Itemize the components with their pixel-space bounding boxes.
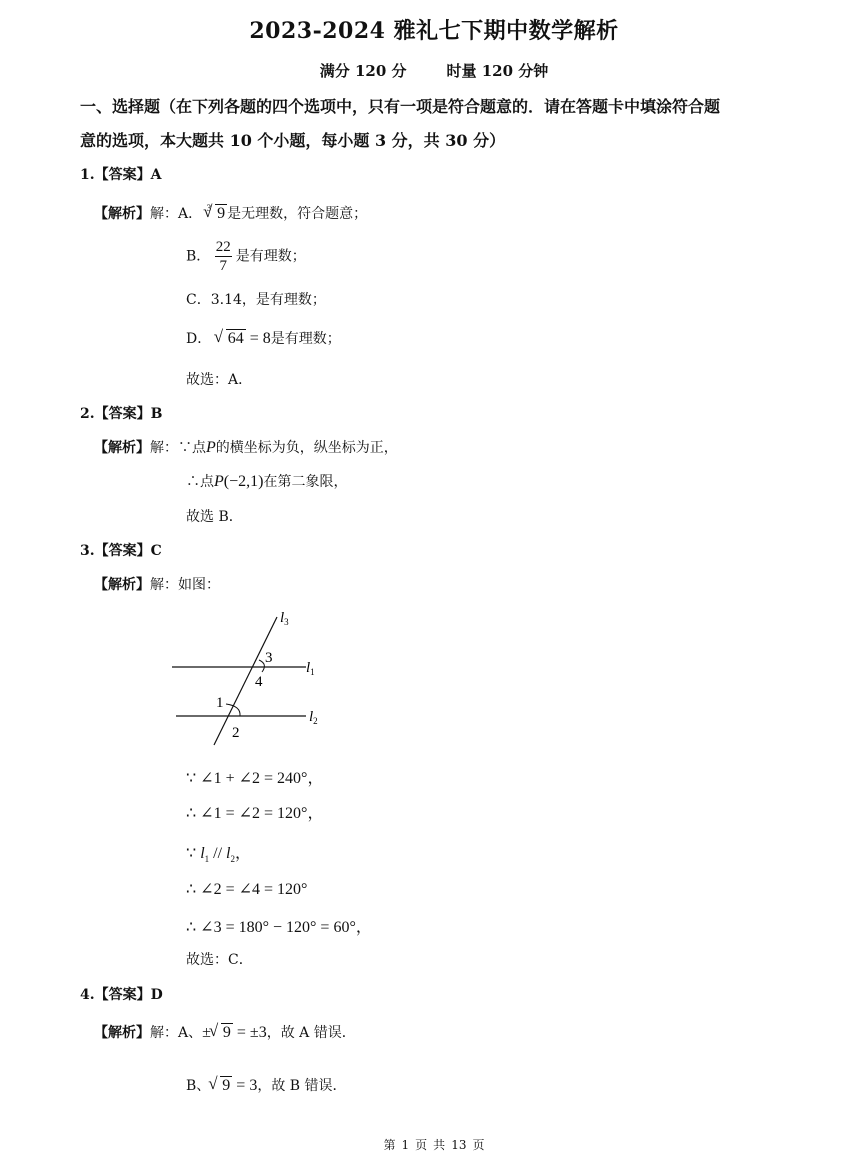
pm-sqrt-9: ±√ 9 = ±3 <box>202 1024 267 1041</box>
q2-line-2: ∴点P(−2,1)在第二象限， <box>186 473 348 490</box>
angle-arc-1 <box>226 704 240 716</box>
angle-label-1: 1 <box>216 695 224 711</box>
q1-line-b <box>186 238 306 275</box>
q1-line-a <box>94 203 367 223</box>
option-b-prefix: B． <box>186 248 211 265</box>
q3-step-3: ∵ $l_1 // l_2$， <box>186 845 251 865</box>
angle-label-3: 3 <box>265 650 273 666</box>
q4-line-a: 【解析】解：A、±√ 9 = ±3，故 A 错误． <box>94 1022 356 1042</box>
q4-answer: 4.【答案】D <box>80 987 163 1003</box>
q3-answer: 3.【答案】C <box>80 543 162 559</box>
option-b-text: 是有理数； <box>235 248 306 265</box>
jie-label: 解： <box>150 577 178 593</box>
sqrt-64: √ 64 = 8 <box>216 330 271 347</box>
option-a-prefix: A． <box>178 206 203 222</box>
explain-label: 【解析】 <box>94 206 150 222</box>
q2-choice: 故选 B． <box>186 509 243 525</box>
label-l3: $l_3$ <box>280 610 289 627</box>
page-footer: 第 1 页 共 13 页 <box>383 1138 485 1152</box>
q1-line-c: C．3.14，是有理数； <box>186 292 326 308</box>
q2-line-1: 【解析】解：∵点P的横坐标为负，纵坐标为正， <box>94 439 398 456</box>
explain-label: 【解析】 <box>94 440 150 456</box>
jie-label: 解： <box>150 1025 178 1041</box>
cube-root-9: $^3$√ 9 <box>207 205 228 222</box>
parallel-lines-figure <box>160 600 340 750</box>
label-l2: $l_2$ <box>309 709 318 726</box>
option-d-text: 是有理数； <box>270 331 341 347</box>
q3-step-4: ∴ ∠2 = ∠4 = 120° <box>186 881 308 898</box>
q3-choice: 故选：C． <box>186 952 253 968</box>
page-title: 2023-2024 雅礼七下期中数学解析 <box>249 18 619 44</box>
q3-intro: 【解析】解：如图： <box>94 577 220 593</box>
explain-label: 【解析】 <box>94 1025 150 1041</box>
q3-step-1: ∵ ∠1 + ∠2 = 240°， <box>186 770 324 787</box>
q4-line-b: B、√ 9 = 3，故 B 错误． <box>186 1075 347 1095</box>
point-p: P <box>206 439 216 456</box>
exam-time: 时量 120 分钟 <box>446 62 549 80</box>
point-p: P <box>214 473 224 490</box>
total-pages: 13 <box>451 1138 467 1152</box>
angle-label-4: 4 <box>255 674 263 690</box>
angle-arc-3 <box>259 660 264 672</box>
sqrt-9: √ 9 = 3 <box>210 1077 257 1094</box>
section-heading-line1: 一、选择题（在下列各题的四个选项中，只有一项是符合题意的．请在答题卡中填涂符合题 <box>80 97 721 116</box>
jie-label: 解： <box>150 440 178 456</box>
point-coordinates: (−2,1) <box>223 473 264 490</box>
q2-answer: 2.【答案】B <box>80 406 163 422</box>
q1-answer: 1.【答案】A <box>80 167 162 183</box>
line-l3 <box>214 617 277 745</box>
label-l1: $l_1$ <box>306 660 315 677</box>
explain-label: 【解析】 <box>94 577 150 593</box>
exam-info <box>0 60 868 81</box>
option-a-text: 是无理数，符合题意； <box>227 206 368 222</box>
angle-label-2: 2 <box>232 725 240 741</box>
option-d-prefix: D． <box>186 331 212 347</box>
jie-label: 解： <box>150 206 178 222</box>
page-number: 1 <box>401 1138 410 1152</box>
q1-line-d <box>186 328 341 348</box>
section-heading-line2: 意的选项，本大题共 10 个小题，每小题 3 分，共 30 分） <box>80 131 506 150</box>
q1-choice: 故选：A． <box>186 372 253 388</box>
q3-step-5: ∴ ∠3 = 180° − 120° = 60°， <box>186 919 372 936</box>
fraction-22-7: $\frac{22}{7}$ <box>215 239 231 274</box>
full-score: 满分 120 分 <box>319 62 407 80</box>
q3-step-2: ∴ ∠1 = ∠2 = 120°， <box>186 805 324 822</box>
